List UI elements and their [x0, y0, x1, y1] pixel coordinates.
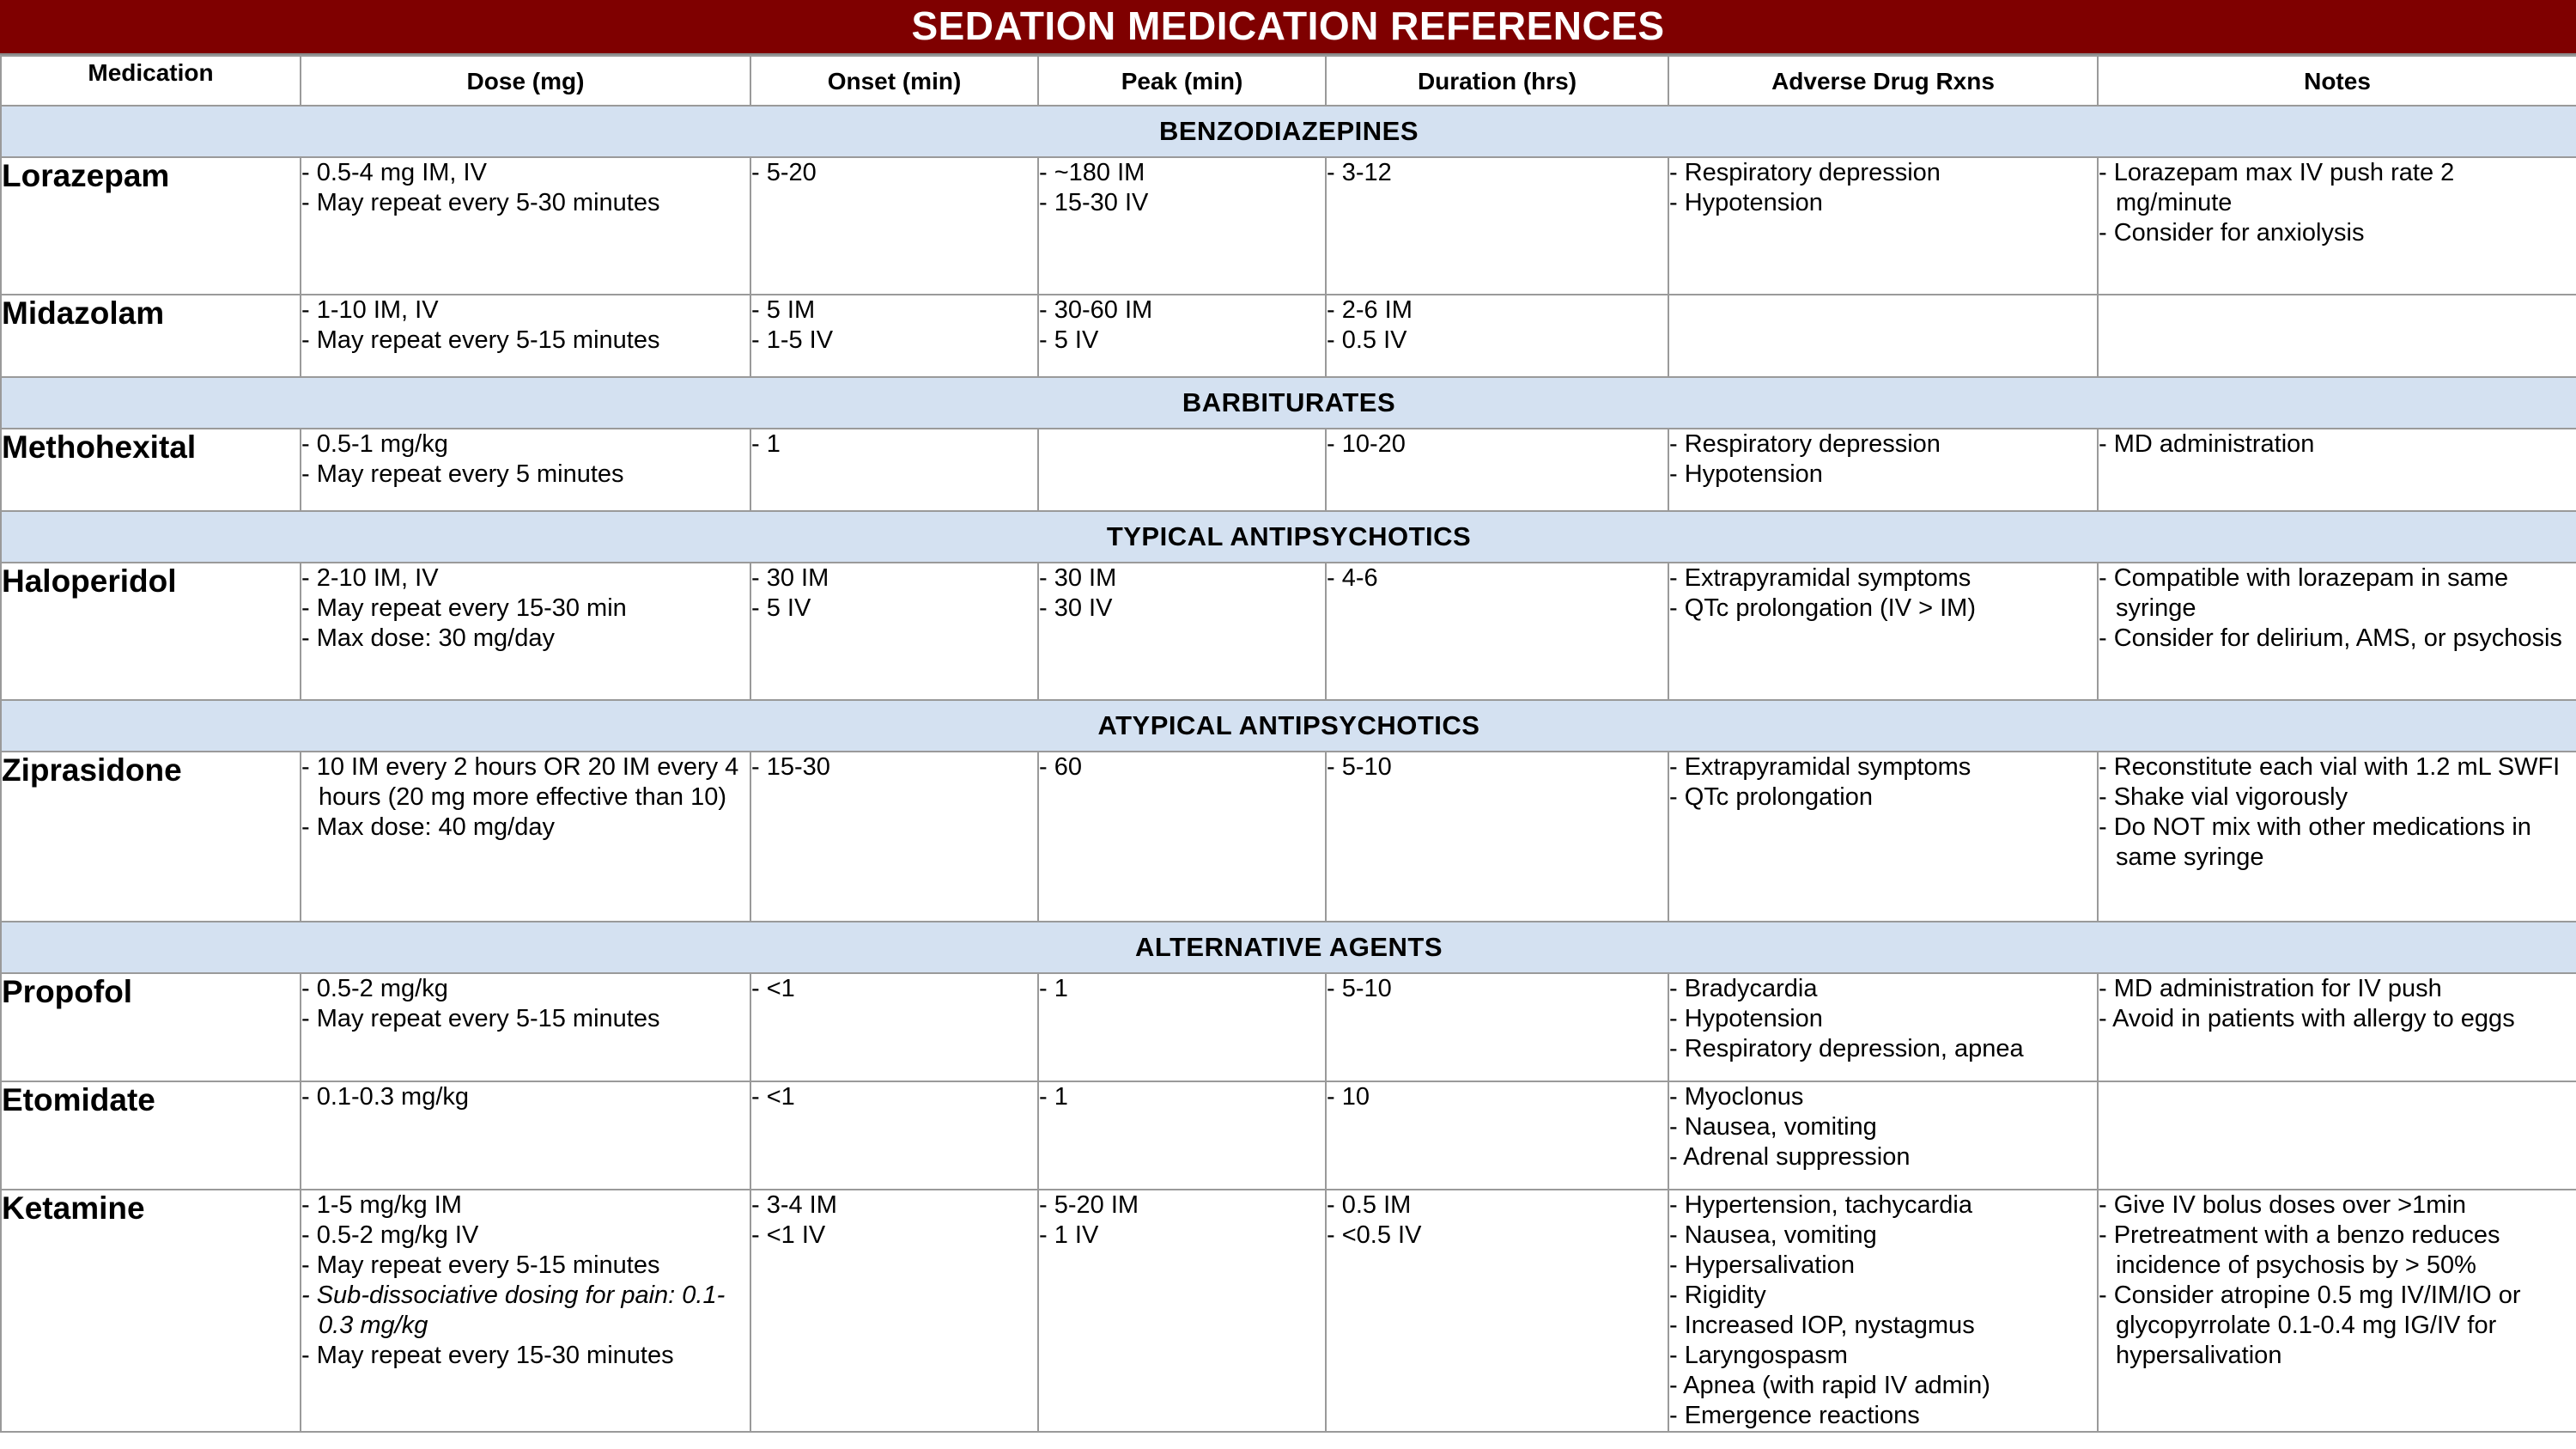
notes-cell — [2098, 157, 2576, 295]
dose-line: - May repeat every 5-15 minutes — [301, 326, 660, 354]
dose-cell — [301, 1081, 750, 1190]
adverse-cell — [1668, 973, 2098, 1081]
medication-name: Propofol — [1, 973, 301, 1081]
dose-line: - 0.5-2 mg/kg — [301, 975, 448, 1002]
notes-cell — [2098, 295, 2576, 377]
dose-cell — [301, 973, 750, 1081]
peak-cell — [1038, 752, 1326, 922]
notes-cell — [2098, 429, 2576, 511]
peak-line: - 30 IV — [1039, 594, 1113, 622]
dose-line: - Max dose: 30 mg/day — [301, 624, 555, 652]
duration-line: - 10 — [1327, 1083, 1370, 1111]
dose-line: - 0.5-1 mg/kg — [301, 430, 448, 458]
notes-cell — [2098, 1081, 2576, 1190]
peak-line: - 60 — [1039, 753, 1082, 781]
notes-cell — [2098, 563, 2576, 700]
table-row — [1, 563, 2576, 700]
onset-cell — [750, 295, 1038, 377]
adverse-line: - Nausea, vomiting — [1669, 1221, 1877, 1249]
peak-line: - 1 IV — [1039, 1221, 1099, 1249]
duration-line: - 5-10 — [1327, 753, 1392, 781]
notes-line: - Consider atropine 0.5 mg IV/IM/IO or glycopyrrolate 0.1-0.4 mg IG/IV for hypersalivation — [2099, 1282, 2521, 1369]
onset-line: - 5 IM — [751, 296, 816, 324]
duration-line: - 0.5 IV — [1327, 326, 1407, 354]
duration-line: - 0.5 IM — [1327, 1191, 1412, 1219]
peak-cell — [1038, 1081, 1326, 1190]
duration-cell — [1326, 973, 1668, 1081]
dose-line: - 10 IM every 2 hours OR 20 IM every 4 hours (20 mg more effective than 10) — [301, 753, 739, 811]
adverse-line: - Hypotension — [1669, 189, 1823, 216]
notes-line: - MD administration — [2099, 430, 2315, 458]
section-row — [1, 922, 2576, 973]
notes-line: - Give IV bolus doses over >1min — [2099, 1191, 2466, 1219]
peak-cell — [1038, 563, 1326, 700]
duration-line: - 10-20 — [1327, 430, 1406, 458]
peak-line: - 1 — [1039, 975, 1068, 1002]
adverse-line: - Respiratory depression, apnea — [1669, 1035, 2024, 1062]
notes-line: - Shake vial vigorously — [2099, 783, 2348, 811]
peak-cell — [1038, 157, 1326, 295]
peak-line: - 30-60 IM — [1039, 296, 1153, 324]
dose-cell — [301, 752, 750, 922]
notes-line: - Lorazepam max IV push rate 2 mg/minute — [2099, 159, 2455, 216]
dose-cell — [301, 157, 750, 295]
adverse-line: - Myoclonus — [1669, 1083, 1804, 1111]
notes-line: - Reconstitute each vial with 1.2 mL SWFI — [2099, 753, 2561, 781]
medication-name: Etomidate — [1, 1081, 301, 1190]
adverse-cell — [1668, 1081, 2098, 1190]
column-header-duration: Duration (hrs) — [1326, 56, 1668, 106]
onset-line: - 5 IV — [751, 594, 811, 622]
onset-line: - 5-20 — [751, 159, 817, 186]
adverse-line: - Hypertension, tachycardia — [1669, 1191, 1972, 1219]
table-row — [1, 1081, 2576, 1190]
onset-cell — [750, 1190, 1038, 1432]
medication-name: Ziprasidone — [1, 752, 301, 922]
adverse-line: - Extrapyramidal symptoms — [1669, 753, 1971, 781]
adverse-line: - Bradycardia — [1669, 975, 1818, 1002]
header-row — [1, 56, 2576, 106]
adverse-line: - Adrenal suppression — [1669, 1143, 1911, 1171]
dose-cell — [301, 429, 750, 511]
table-row — [1, 157, 2576, 295]
adverse-line: - Emergence reactions — [1669, 1402, 1920, 1429]
section-row — [1, 511, 2576, 563]
duration-line: - 3-12 — [1327, 159, 1392, 186]
adverse-line: - Respiratory depression — [1669, 159, 1941, 186]
notes-cell — [2098, 973, 2576, 1081]
duration-cell — [1326, 752, 1668, 922]
notes-line: - Compatible with lorazepam in same syringe — [2099, 564, 2509, 622]
adverse-line: - QTc prolongation — [1669, 783, 1873, 811]
notes-cell — [2098, 1190, 2576, 1432]
table-row — [1, 295, 2576, 377]
onset-line: - <1 — [751, 975, 795, 1002]
duration-line: - 5-10 — [1327, 975, 1392, 1002]
duration-cell — [1326, 1081, 1668, 1190]
medication-name: Lorazepam — [1, 157, 301, 295]
page-title: SEDATION MEDICATION REFERENCES — [0, 0, 2576, 55]
dose-cell — [301, 1190, 750, 1432]
section-row — [1, 700, 2576, 752]
adverse-line: - Laryngospasm — [1669, 1342, 1848, 1369]
onset-line: - 1 — [751, 430, 781, 458]
column-header-notes: Notes — [2098, 56, 2576, 106]
adverse-line: - Hypotension — [1669, 1005, 1823, 1032]
adverse-cell — [1668, 157, 2098, 295]
adverse-cell — [1668, 1190, 2098, 1432]
section-heading: BENZODIAZEPINES — [1, 106, 2576, 157]
onset-cell — [750, 973, 1038, 1081]
dose-line: - May repeat every 15-30 min — [301, 594, 627, 622]
onset-cell — [750, 563, 1038, 700]
notes-line: - Avoid in patients with allergy to eggs — [2099, 1005, 2515, 1032]
column-header-adverse: Adverse Drug Rxns — [1668, 56, 2098, 106]
section-heading: TYPICAL ANTIPSYCHOTICS — [1, 511, 2576, 563]
peak-line: - 5-20 IM — [1039, 1191, 1139, 1219]
onset-line: - 15-30 — [751, 753, 830, 781]
onset-cell — [750, 157, 1038, 295]
onset-cell — [750, 429, 1038, 511]
dose-line: - May repeat every 5-30 minutes — [301, 189, 660, 216]
dose-line: - 1-5 mg/kg IM — [301, 1191, 462, 1219]
dose-line: - 0.5-4 mg IM, IV — [301, 159, 487, 186]
onset-line: - 3-4 IM — [751, 1191, 837, 1219]
notes-line: - MD administration for IV push — [2099, 975, 2442, 1002]
dose-line: - May repeat every 15-30 minutes — [301, 1342, 674, 1369]
adverse-cell — [1668, 295, 2098, 377]
table-row — [1, 429, 2576, 511]
dose-line: - Max dose: 40 mg/day — [301, 813, 555, 841]
dose-line: - 0.1-0.3 mg/kg — [301, 1083, 470, 1111]
dose-line: - Sub-dissociative dosing for pain: 0.1-0.3 mg/kg — [301, 1282, 726, 1339]
peak-cell — [1038, 973, 1326, 1081]
peak-line: - 30 IM — [1039, 564, 1117, 592]
table-row — [1, 973, 2576, 1081]
dose-cell — [301, 295, 750, 377]
medication-name: Ketamine — [1, 1190, 301, 1432]
peak-cell — [1038, 295, 1326, 377]
dose-line: - 1-10 IM, IV — [301, 296, 439, 324]
section-heading: BARBITURATES — [1, 377, 2576, 429]
dose-cell — [301, 563, 750, 700]
dose-line: - 0.5-2 mg/kg IV — [301, 1221, 479, 1249]
medication-name: Haloperidol — [1, 563, 301, 700]
section-row — [1, 377, 2576, 429]
peak-line: - 1 — [1039, 1083, 1068, 1111]
column-header-medication: Medication — [1, 56, 301, 106]
dose-line: - May repeat every 5-15 minutes — [301, 1251, 660, 1279]
section-heading: ATYPICAL ANTIPSYCHOTICS — [1, 700, 2576, 752]
peak-line: - ~180 IM — [1039, 159, 1145, 186]
peak-cell — [1038, 429, 1326, 511]
onset-line: - 1-5 IV — [751, 326, 834, 354]
adverse-line: - QTc prolongation (IV > IM) — [1669, 594, 1976, 622]
onset-cell — [750, 1081, 1038, 1190]
duration-cell — [1326, 1190, 1668, 1432]
medication-table — [0, 55, 2576, 1433]
section-heading: ALTERNATIVE AGENTS — [1, 922, 2576, 973]
medication-name: Midazolam — [1, 295, 301, 377]
section-row — [1, 106, 2576, 157]
onset-line: - <1 IV — [751, 1221, 826, 1249]
adverse-line: - Extrapyramidal symptoms — [1669, 564, 1971, 592]
notes-line: - Do NOT mix with other medications in same syringe — [2099, 813, 2531, 871]
notes-line: - Consider for delirium, AMS, or psychosis — [2099, 624, 2562, 652]
peak-cell — [1038, 1190, 1326, 1432]
peak-line: - 5 IV — [1039, 326, 1099, 354]
duration-cell — [1326, 429, 1668, 511]
adverse-line: - Nausea, vomiting — [1669, 1113, 1877, 1141]
medication-name: Methohexital — [1, 429, 301, 511]
duration-line: - 4-6 — [1327, 564, 1378, 592]
adverse-line: - Increased IOP, nystagmus — [1669, 1312, 1975, 1339]
onset-line: - 30 IM — [751, 564, 829, 592]
peak-line: - 15-30 IV — [1039, 189, 1149, 216]
dose-line: - May repeat every 5 minutes — [301, 460, 624, 488]
duration-line: - 2-6 IM — [1327, 296, 1413, 324]
adverse-line: - Respiratory depression — [1669, 430, 1941, 458]
onset-line: - <1 — [751, 1083, 795, 1111]
table-row — [1, 752, 2576, 922]
notes-line: - Consider for anxiolysis — [2099, 219, 2365, 247]
onset-cell — [750, 752, 1038, 922]
table-row — [1, 1190, 2576, 1432]
table-body — [1, 106, 2576, 1432]
adverse-line: - Rigidity — [1669, 1282, 1766, 1309]
dose-line: - 2-10 IM, IV — [301, 564, 439, 592]
adverse-line: - Hypotension — [1669, 460, 1823, 488]
duration-cell — [1326, 295, 1668, 377]
adverse-line: - Hypersalivation — [1669, 1251, 1855, 1279]
duration-line: - <0.5 IV — [1327, 1221, 1422, 1249]
duration-cell — [1326, 157, 1668, 295]
adverse-line: - Apnea (with rapid IV admin) — [1669, 1372, 1990, 1399]
notes-cell — [2098, 752, 2576, 922]
column-header-onset: Onset (min) — [750, 56, 1038, 106]
notes-line: - Pretreatment with a benzo reduces incidence of psychosis by > 50% — [2099, 1221, 2500, 1279]
adverse-cell — [1668, 429, 2098, 511]
dose-line: - May repeat every 5-15 minutes — [301, 1005, 660, 1032]
column-header-dose: Dose (mg) — [301, 56, 750, 106]
column-header-peak: Peak (min) — [1038, 56, 1326, 106]
adverse-cell — [1668, 752, 2098, 922]
duration-cell — [1326, 563, 1668, 700]
adverse-cell — [1668, 563, 2098, 700]
